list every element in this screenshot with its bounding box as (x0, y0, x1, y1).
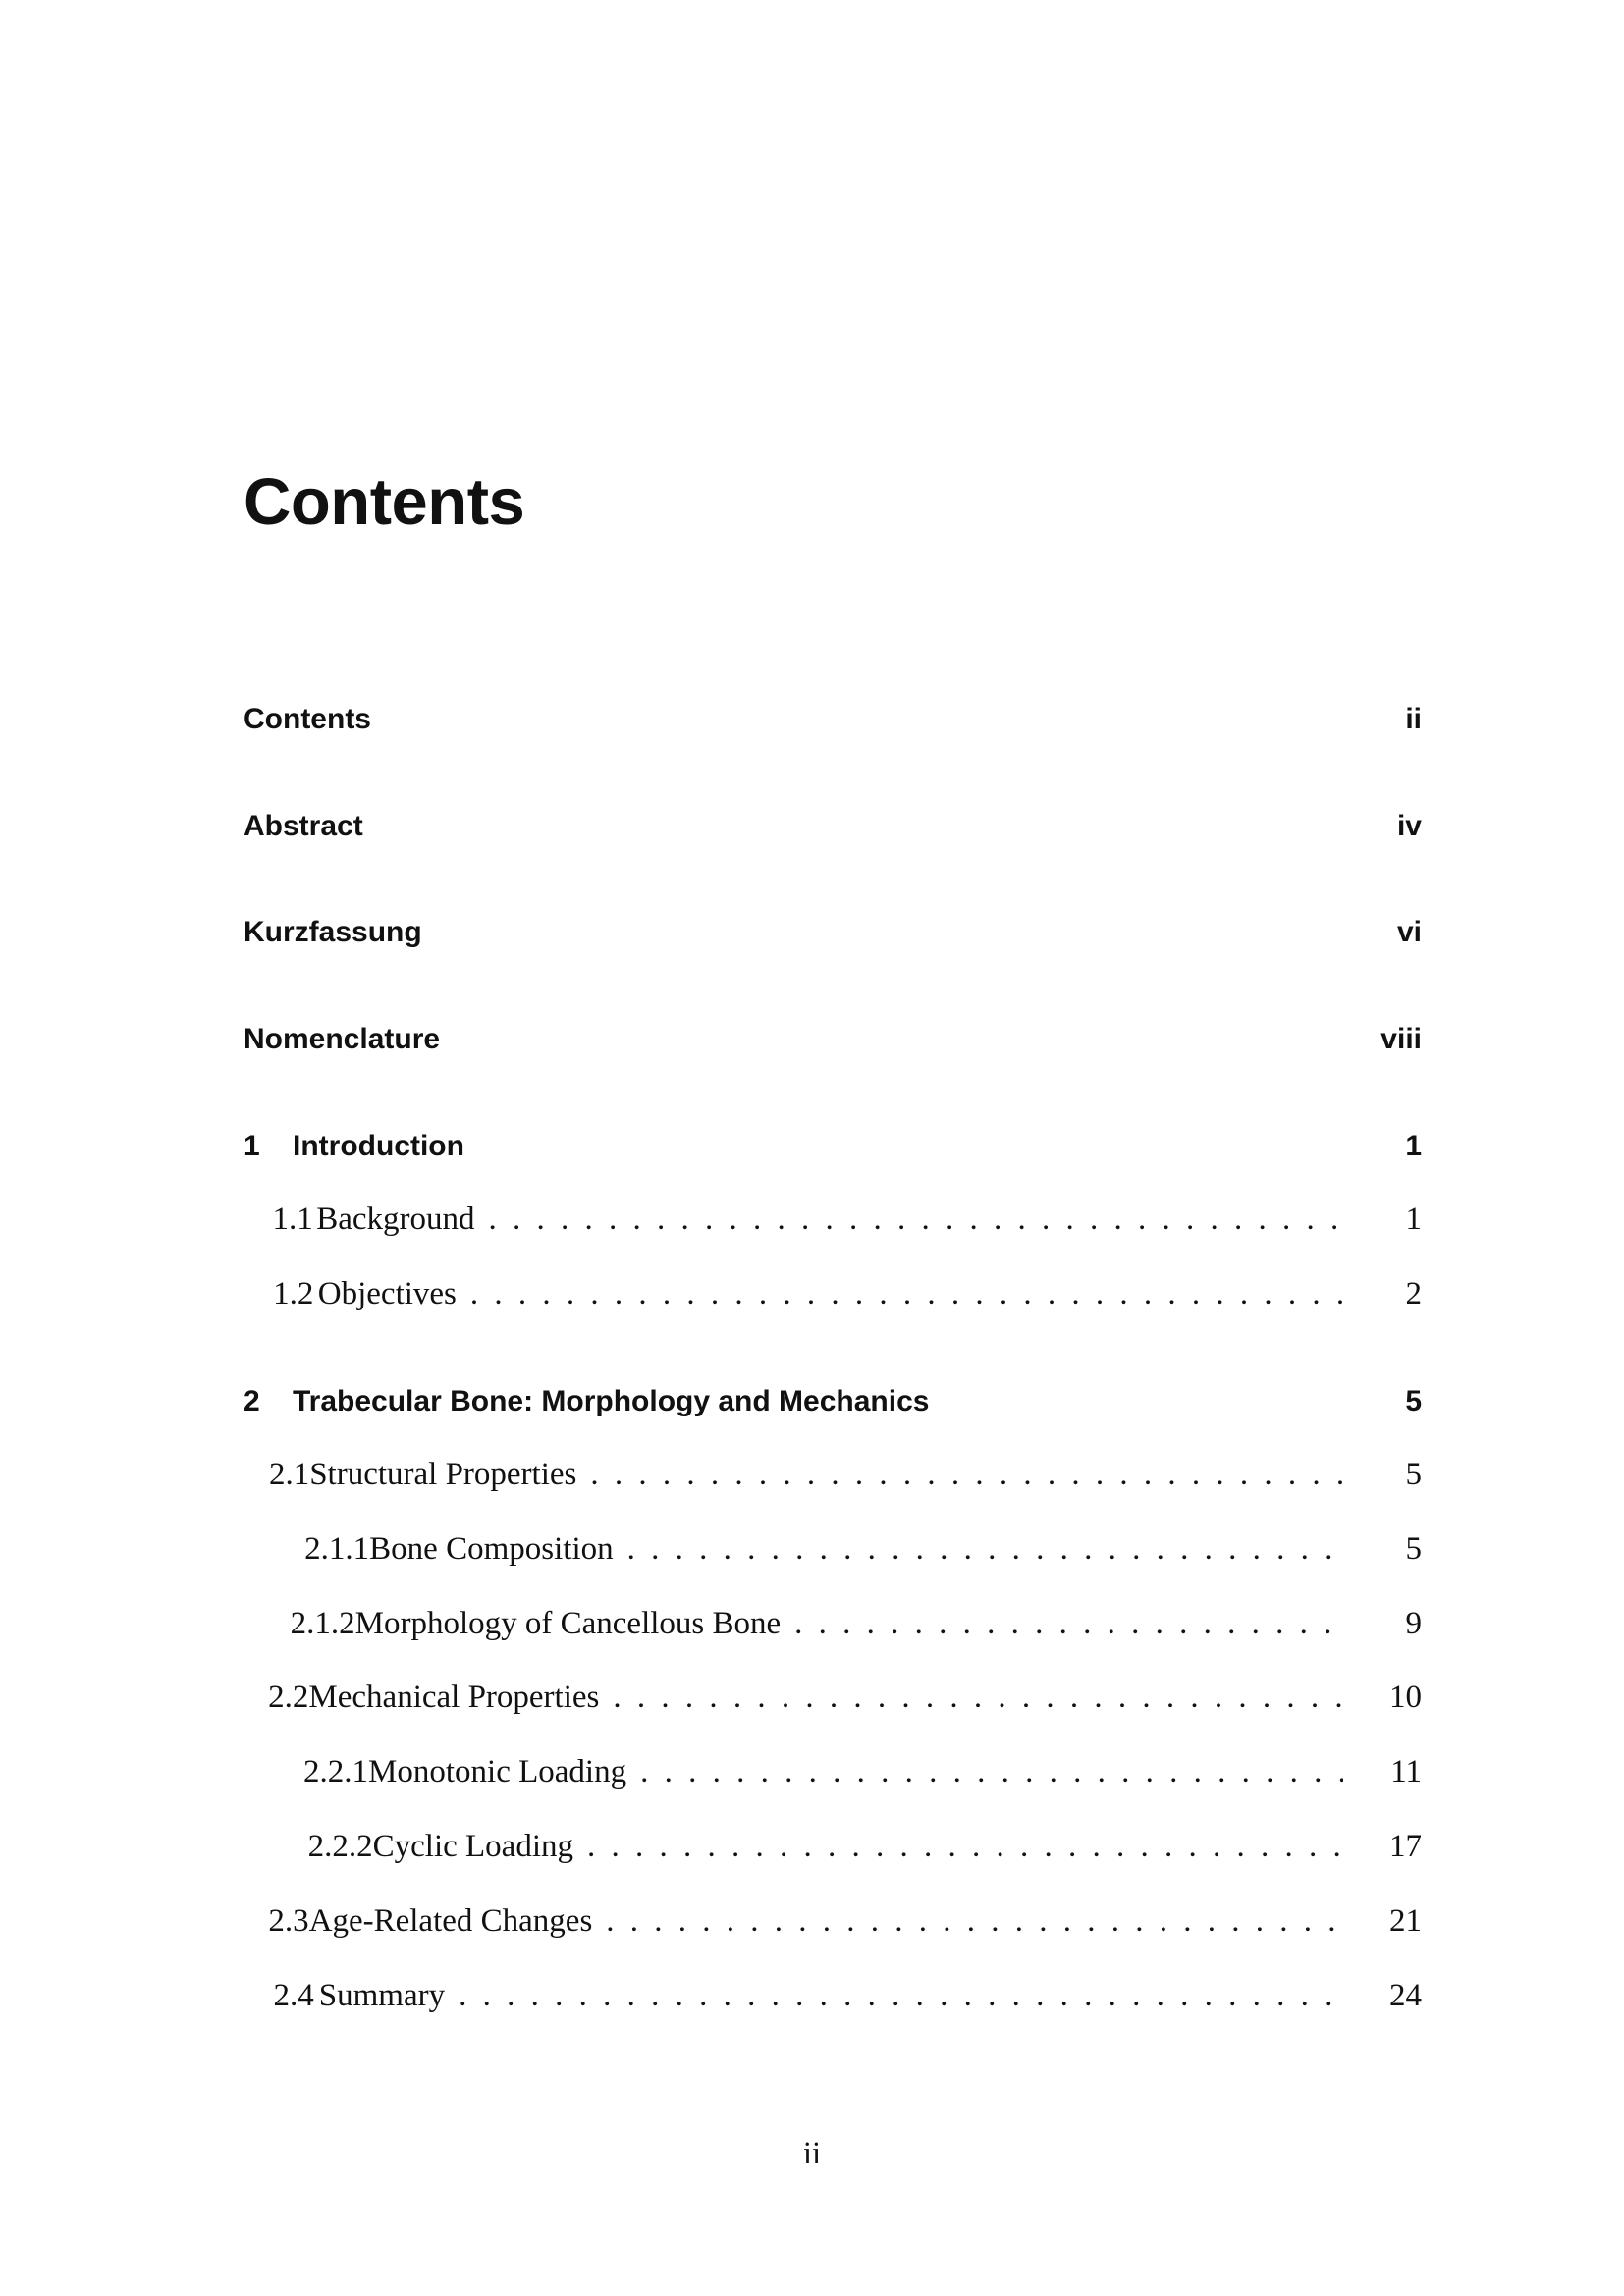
toc-entry-page: iv (1396, 810, 1422, 842)
toc-entry-section-2-3[interactable] (244, 1903, 1422, 1940)
toc-entry-number: 2 (244, 1385, 260, 1417)
toc-entry-title: Trabecular Bone: Morphology and Mechanics (293, 1385, 930, 1417)
dot-leader (488, 1201, 1343, 1238)
toc-entry-section-1-2[interactable] (244, 1276, 1422, 1312)
toc-entry-title: Kurzfassung (244, 916, 422, 948)
toc-entry-number: 2.3 (268, 1903, 309, 1939)
footer-page-number: ii (802, 2136, 822, 2171)
toc-entry-title: Abstract (244, 810, 363, 842)
dot-leader (606, 1903, 1343, 1940)
toc-entry-page: 5 (1405, 1457, 1422, 1492)
toc-entry-number: 2.2.2 (307, 1829, 373, 1864)
dot-leader (640, 1754, 1343, 1790)
toc-entry-title: Structural Properties (309, 1457, 577, 1492)
toc-entry-page: 2 (1405, 1276, 1422, 1311)
toc-entry-section-1-1[interactable] (244, 1201, 1422, 1238)
toc-entry-page: 9 (1405, 1606, 1422, 1641)
toc-entry-title: Mechanical Properties (308, 1680, 600, 1715)
toc-entry-title: Nomenclature (244, 1023, 441, 1055)
toc-entry-page: 10 (1389, 1680, 1422, 1715)
toc-entry-title: Morphology of Cancellous Bone (354, 1606, 782, 1641)
toc-entry-number: 1 (244, 1130, 260, 1162)
toc-entry-section-2-4[interactable] (244, 1978, 1422, 2014)
toc-entry-section-2-2[interactable] (244, 1680, 1422, 1716)
toc-entry-page: viii (1380, 1023, 1422, 1055)
toc-entry-title: Cyclic Loading (372, 1829, 573, 1864)
toc-entry-page: 24 (1389, 1978, 1422, 2013)
toc-entry-chapter-1[interactable] (244, 1130, 1422, 1163)
toc-entry-title: Bone Composition (369, 1531, 614, 1567)
toc-entry-title: Objectives (317, 1276, 457, 1311)
toc-entry-number: 2.4 (273, 1978, 314, 2013)
toc-entry-page: 5 (1405, 1385, 1422, 1417)
toc-entry-number: 2.1.2 (290, 1606, 355, 1641)
toc-entry-number: 1.2 (273, 1276, 314, 1311)
toc-entry-subsection-2-1-2[interactable] (244, 1606, 1422, 1642)
toc-entry-page: 17 (1389, 1829, 1422, 1864)
toc-entry-subsection-2-2-2[interactable] (244, 1829, 1422, 1865)
dot-leader (627, 1531, 1343, 1568)
toc-entry-page: 1 (1405, 1130, 1422, 1162)
toc-entry-subsection-2-2-1[interactable] (244, 1754, 1422, 1790)
toc-entry-contents[interactable] (244, 703, 1422, 736)
toc-entry-number: 2.2 (268, 1680, 309, 1715)
page-title: Contents (244, 465, 525, 539)
toc-entry-kurzfassung[interactable] (244, 916, 1422, 949)
dot-leader (587, 1829, 1343, 1865)
toc-entry-title: Monotonic Loading (368, 1754, 627, 1789)
toc-entry-number: 1.1 (272, 1201, 313, 1237)
toc-entry-page: 1 (1405, 1201, 1422, 1237)
dot-leader (459, 1978, 1343, 2014)
dot-leader (794, 1606, 1343, 1642)
toc-entry-title: Background (316, 1201, 475, 1237)
toc-entry-section-2-1[interactable] (244, 1457, 1422, 1493)
toc-entry-page: 11 (1390, 1754, 1422, 1789)
toc-entry-title: Contents (244, 703, 371, 735)
toc-entry-title: Introduction (293, 1130, 464, 1162)
dot-leader (470, 1276, 1343, 1312)
dot-leader (613, 1680, 1343, 1716)
toc-entry-title: Summary (318, 1978, 446, 2013)
toc-entry-page: 5 (1405, 1531, 1422, 1567)
toc-entry-number: 2.2.1 (303, 1754, 369, 1789)
toc-entry-number: 2.1.1 (304, 1531, 370, 1567)
toc-entry-nomenclature[interactable] (244, 1023, 1422, 1056)
toc-entry-number: 2.1 (268, 1457, 310, 1492)
toc-entry-page: vi (1396, 916, 1422, 948)
toc-entry-page: 21 (1389, 1903, 1422, 1939)
toc-entry-abstract[interactable] (244, 810, 1422, 843)
dot-leader (590, 1457, 1343, 1493)
toc-entry-subsection-2-1-1[interactable] (244, 1531, 1422, 1568)
toc-entry-title: Age-Related Changes (308, 1903, 593, 1939)
toc-entry-page: ii (1405, 703, 1422, 735)
toc-entry-chapter-2[interactable] (244, 1385, 1422, 1418)
